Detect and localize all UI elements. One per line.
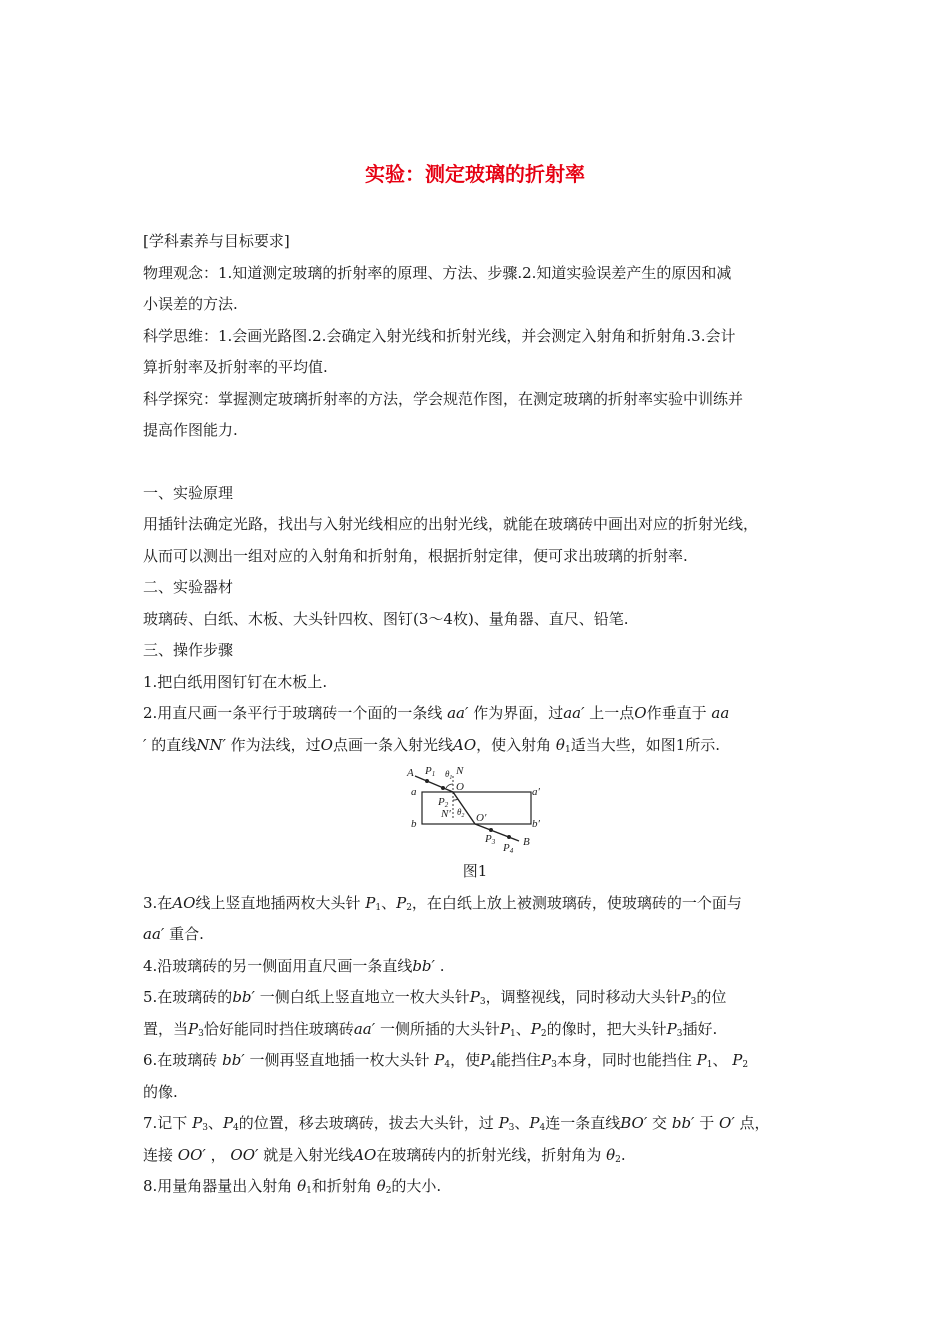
paragraph-line: 从而可以测出一组对应的入射角和折射角，根据折射定律，便可求出玻璃的折射率.	[143, 547, 688, 565]
label-P1: P1	[425, 765, 436, 778]
step-7-line-2: 连接 OO′ ， OO′ 就是入射光线AO在玻璃砖内的折射光线，折射角为 $\theta_2$.	[143, 1146, 626, 1165]
step-5-line-2: 置，当$P_3$恰好能同时挡住玻璃砖aa′ 一侧所插的大头针$P_1$、$P_2$的像时，把大头针$P_3$插好.	[143, 1020, 718, 1039]
label-N: N	[456, 765, 464, 777]
pin-p4	[507, 835, 511, 839]
step-7-line-1: 7.记下 $P_3$、$P_4$的位置，移去玻璃砖，拔去大头针，过 $P_3$、$P_4$连一条直线BO′ 交 bb′ 于 O′ 点，	[143, 1114, 770, 1133]
intro-line: 算折射率及折射率的平均值.	[143, 358, 328, 376]
figure-1-diagram	[405, 763, 545, 855]
step-3-line-2: aa′ 重合.	[143, 925, 204, 943]
pin-p1	[425, 779, 429, 783]
step-1: 1.把白纸用图钉钉在木板上.	[143, 673, 328, 691]
intro-line: 提高作图能力.	[143, 421, 238, 439]
label-theta1: $\theta_1$	[445, 769, 453, 781]
label-O: O	[456, 781, 464, 793]
step-2-line-1: 2.用直尺画一条平行于玻璃砖一个面的一条线 aa′ 作为界面，过aa′ 上一点O作垂直于 aa	[143, 704, 730, 722]
label-a: a	[411, 786, 417, 798]
label-B: B	[523, 836, 530, 848]
label-P3: P3	[485, 833, 496, 846]
label-b-prime: b′	[532, 818, 540, 830]
label-b: b	[411, 818, 417, 830]
step-5-line-1: 5.在玻璃砖的bb′ 一侧白纸上竖直地立一枚大头针$P_3$，调整视线，同时移动大头针$P_3$的位	[143, 988, 727, 1007]
figure-caption: 图1	[462, 862, 488, 880]
intro-line: 科学探究：掌握测定玻璃折射率的方法，学会规范作图，在测定玻璃的折射率实验中训练并	[143, 390, 744, 408]
section-heading: 三、操作步骤	[143, 641, 234, 659]
step-8: 8.用量角器量出入射角 $\theta_1$和折射角 $\theta_2$的大小.	[143, 1177, 442, 1196]
intro-line: 科学思维：1.会画光路图.2.会确定入射光线和折射光线，并会测定入射角和折射角.3.会计	[143, 327, 736, 345]
section-heading: 二、实验器材	[143, 578, 234, 596]
step-4: 4.沿玻璃砖的另一侧面用直尺画一条直线bb′ .	[143, 957, 445, 975]
intro-heading: [学科素养与目标要求]	[143, 232, 290, 250]
emergent-ray	[475, 824, 519, 841]
intro-line: 物理观念：1.知道测定玻璃的折射率的原理、方法、步骤.2.知道实验误差产生的原因和减	[143, 264, 732, 282]
intro-line: 小误差的方法.	[143, 295, 238, 313]
pin-p2	[441, 786, 445, 790]
label-theta2: $\theta_2$	[457, 807, 465, 819]
label-O-prime: O′	[476, 812, 487, 824]
paragraph-line: 玻璃砖、白纸、木板、大头针四枚、图钉(3～4枚)、量角器、直尺、铅笔.	[143, 610, 629, 628]
label-A: A	[407, 767, 414, 779]
label-a-prime: a′	[532, 786, 540, 798]
paragraph-line: 用插针法确定光路，找出与入射光线相应的出射光线，就能在玻璃砖中画出对应的折射光线，	[143, 515, 759, 533]
page-title: 实验：测定玻璃的折射率	[365, 162, 585, 186]
angle-arc-2	[453, 799, 458, 800]
step-2-line-2: ′ 的直线NN′ 作为法线，过O点画一条入射光线AO，使入射角 $\theta_1$适当大些，如图1所示.	[143, 736, 720, 755]
step-6-line-1: 6.在玻璃砖 bb′ 一侧再竖直地插一枚大头针 $P_4$，使$P_4$能挡住$P_3$本身，同时也能挡住 $P_1$、 $P_2$	[143, 1051, 749, 1070]
angle-arc-1	[446, 784, 453, 788]
label-P2: P2	[438, 796, 449, 809]
step-6-line-2: 的像.	[143, 1083, 178, 1101]
step-3-line-1: 3.在AO线上竖直地插两枚大头针 $P_1$、$P_2$，在白纸上放上被测玻璃砖，使玻璃砖的一个面与	[143, 894, 742, 913]
pin-p3	[489, 828, 493, 832]
label-P4: P4	[503, 842, 514, 855]
section-heading: 一、实验原理	[143, 484, 234, 502]
label-N-prime: N′	[441, 808, 451, 820]
